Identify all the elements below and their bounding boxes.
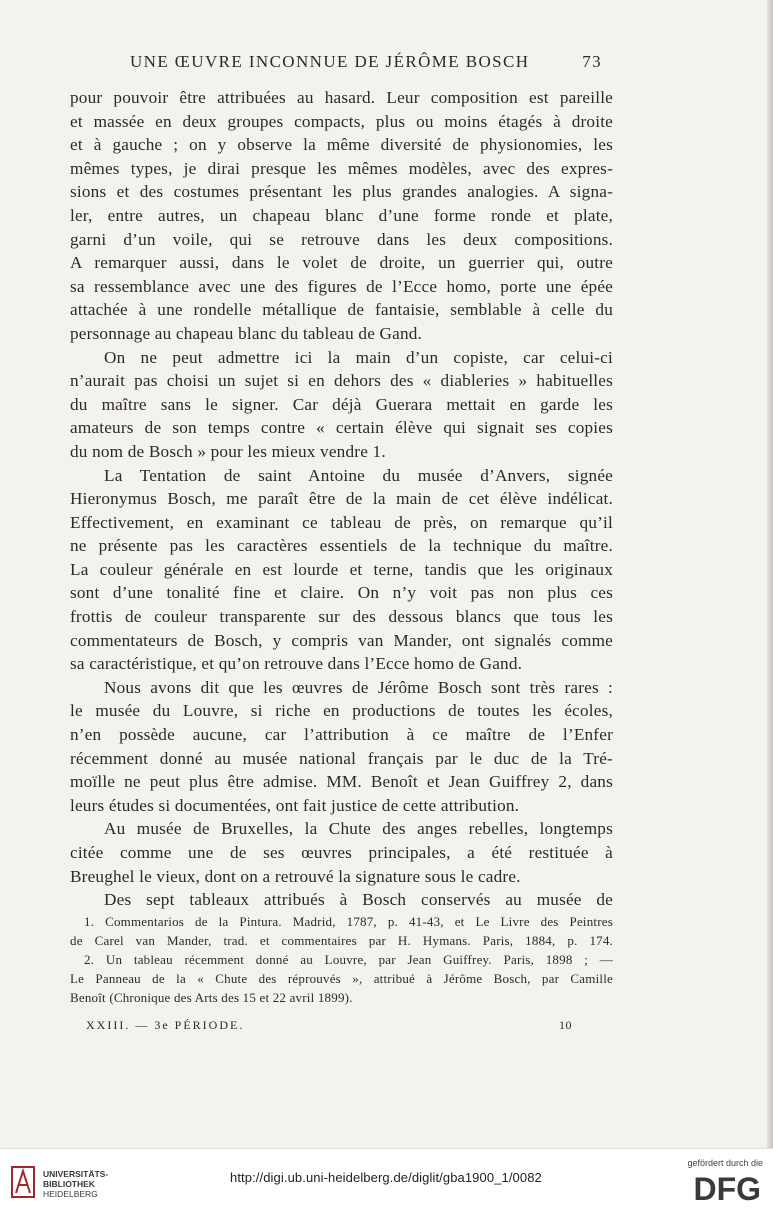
body-line-paragraph-start: Des sept tableaux attribués à Bosch conservés au musée de xyxy=(104,890,613,910)
footnote-line: 1. Commentarios de la Pintura. Madrid, 1787, p. 41-43, et Le Livre des Peintres xyxy=(84,914,613,929)
body-line: commentateurs de Bosch, y compris van Mander, ont signalés comme xyxy=(70,630,613,650)
body-line: ler, entre autres, un chapeau blanc d’une forme ronde et plate, xyxy=(70,205,613,225)
library-seal-icon xyxy=(10,1163,38,1203)
footnote-line: 2. Un tableau récemment donné au Louvre, par Jean Guiffrey. Paris, 1898 ; — xyxy=(84,952,613,967)
running-head xyxy=(70,52,602,78)
body-line: Hieronymus Bosch, me paraît être de la main de cet élève indélicat. xyxy=(70,489,613,509)
body-line: pour pouvoir être attribuées au hasard. Leur composition est pareille xyxy=(70,88,613,107)
body-line: sions et des costumes présentant les plus grandes analogies. A signa- xyxy=(70,182,613,202)
body-line: Breughel le vieux, dont on a retrouvé la signature sous le cadre. xyxy=(70,866,521,886)
signature-volume: XXIII. — 3e PÉRIODE. xyxy=(86,1018,245,1032)
body-line: mêmes types, je dirai presque les mêmes modèles, avec des expres- xyxy=(70,158,613,178)
library-name xyxy=(43,1169,108,1199)
body-line: La couleur générale en est lourde et terne, tandis que les originaux xyxy=(70,559,613,579)
body-line: A remarquer aussi, dans le volet de droite, un guerrier qui, outre xyxy=(70,253,613,273)
body-line-paragraph-start: Au musée de Bruxelles, la Chute des anges rebelles, longtemps xyxy=(104,819,613,839)
library-line3: HEIDELBERG xyxy=(43,1189,98,1199)
body-line: et à gauche ; on y observe la même diversité de physionomies, les xyxy=(70,135,613,155)
body-line: n’aurait pas choisi un sujet si en dehors des « diableries » habituelles xyxy=(70,371,613,391)
permalink-url[interactable]: http://digi.ub.uni-heidelberg.de/diglit/gba1900_1/0082 xyxy=(230,1170,542,1185)
body-line: citée comme une de ses œuvres principales, a été restituée à xyxy=(70,843,613,862)
body-line: du maître sans le signer. Car déjà Guerara mettait en garde les xyxy=(70,394,613,414)
funder-block[interactable] xyxy=(653,1158,763,1206)
page-edge-shadow xyxy=(767,0,773,1150)
page-number: 73 xyxy=(582,52,602,71)
body-line: garni d’un voile, qui se retrouve dans les deux compositions. xyxy=(70,229,613,249)
body-line: frottis de couleur transparente sur des dessous blancs que tous les xyxy=(70,607,613,627)
footnote-line: de Carel van Mander, trad. et commentaires par H. Hymans. Paris, 1884, p. 174. xyxy=(70,933,613,948)
body-line-paragraph-start: Nous avons dit que les œuvres de Jérôme Bosch sont très rares : xyxy=(104,677,613,697)
footnote-line: Le Panneau de la « Chute des réprouvés », attribué à Jérôme Bosch, par Camille xyxy=(70,971,613,986)
running-head-title: UNE ŒUVRE INCONNUE DE JÉRÔME BOSCH xyxy=(130,52,530,71)
body-line: récemment donné au musée national français par le duc de la Tré- xyxy=(70,748,613,768)
body-line: ne présente pas les caractères essentiels de la technique du maître. xyxy=(70,536,613,556)
dfg-logo-text: DFG xyxy=(693,1171,761,1204)
body-line-paragraph-start: La Tentation de saint Antoine du musée d’Anvers, signée xyxy=(104,465,613,485)
body-line: attachée à une rondelle métallique de fantaisie, semblable à celle du xyxy=(70,300,613,320)
signature-number: 10 xyxy=(559,1018,572,1032)
body-line: le musée du Louvre, si riche en productions de toutes les écoles, xyxy=(70,701,613,721)
body-line: personnage au chapeau blanc du tableau de Gand. xyxy=(70,323,423,343)
library-line1: UNIVERSITÄTS- xyxy=(43,1169,109,1179)
footnote-line: Benoît (Chronique des Arts des 15 et 22 avril 1899). xyxy=(70,990,353,1005)
dfg-logo-icon xyxy=(683,1170,763,1204)
body-line: amateurs de son temps contre « certain élève qui signait ses copies xyxy=(70,418,613,438)
library-logo[interactable] xyxy=(10,1163,130,1205)
body-text xyxy=(70,86,613,912)
library-line2: BIBLIOTHEK xyxy=(43,1179,95,1189)
body-line: et massée en deux groupes compacts, plus ou moins étagés à droite xyxy=(70,111,613,131)
body-line: sa caractéristique, et qu’on retrouve dans l’Ecce homo de Gand. xyxy=(70,654,523,674)
body-line: sont d’une tonalité fine et claire. On n’y voit pas non plus ces xyxy=(70,583,613,603)
footnotes xyxy=(70,912,613,1007)
body-line: sa ressemblance avec une des figures de l’Ecce homo, porte une épée xyxy=(70,276,613,296)
body-line: Effectivement, en examinant ce tableau de près, on remarque qu’il xyxy=(70,512,613,532)
body-line: moïlle ne peut plus être admise. MM. Benoît et Jean Guiffrey 2, dans xyxy=(70,772,613,792)
body-line: n’en possède aucune, car l’attribution à ce maître de l’Enfer xyxy=(70,725,613,745)
body-line: leurs études si documentées, ont fait justice de cette attribution. xyxy=(70,795,520,815)
body-line: du nom de Bosch » pour les mieux vendre 1. xyxy=(70,441,386,461)
funded-by-label: gefördert durch die xyxy=(687,1158,763,1168)
body-line-paragraph-start: On ne peut admettre ici la main d’un copiste, car celui-ci xyxy=(104,347,613,367)
